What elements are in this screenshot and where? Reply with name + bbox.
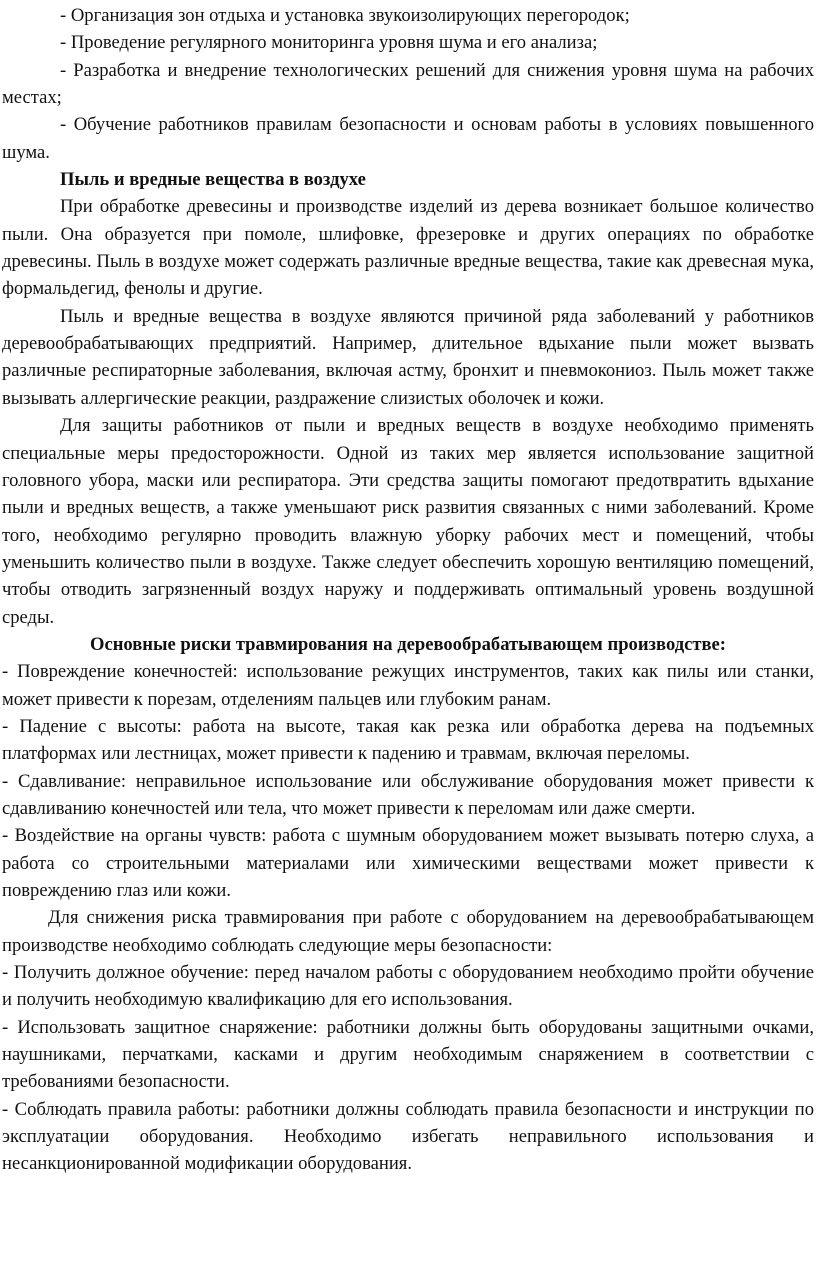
document-page bbox=[0, 2, 816, 1178]
noise-measure-item: - Разработка и внедрение технологических решений для снижения уровня шума на рабочих местах; bbox=[2, 59, 814, 109]
dust-paragraph: Для защиты работников от пыли и вредных веществ в воздухе необходимо применять специальные меры предосторожности. Одной из таких мер является использование защитной головного убора, маски или респиратора. Эти средства защиты помогают предотвратить вдыхание пыли и вредных веществ, а также уменьшают риск развития связанных с ними заболеваний. Кроме того, необходимо регулярно проводить влажную уборку рабочих мест и помещений, чтобы уменьшить количество пыли в воздухе. Также следует обеспечить хорошую вентиляцию помещений, чтобы отводить загрязненный воздух наружу и поддерживать оптимальный уровень воздушной среды. bbox=[2, 415, 814, 628]
dust-paragraph: При обработке древесины и производстве изделий из дерева возникает большое количество пыли. Она образуется при помоле, шлифовке, фрезеровке и других операциях по обработке древесины. Пыль в воздухе может содержать различные вредные вещества, такие как древесная мука, формальдегид, фенолы и другие. bbox=[2, 196, 814, 300]
safety-measure-item: - Использовать защитное снаряжение: работники должны быть оборудованы защитными очками, наушниками, перчатками, касками и другим необходимым снаряжением в соответствии с требованиями безопасности. bbox=[2, 1016, 814, 1093]
noise-measure-item: - Организация зон отдыха и установка звукоизолирующих перегородок; bbox=[60, 5, 630, 26]
noise-measure-item: - Проведение регулярного мониторинга уровня шума и его анализа; bbox=[60, 32, 598, 54]
dust-section-heading: Пыль и вредные вещества в воздухе bbox=[60, 169, 366, 191]
risks-section-heading: Основные риски травмирования на деревообрабатывающем производстве: bbox=[90, 633, 726, 655]
safety-measure-item: - Соблюдать правила работы: работники должны соблюдать правила безопасности и инструкции по эксплуатации оборудования. Необходимо избегать неправильного использования и несанкционированной модификации оборудования. bbox=[2, 1098, 814, 1175]
noise-measure-item: - Обучение работников правилам безопасности и основам работы в условиях повышенного шума. bbox=[2, 114, 814, 163]
safety-measure-item: - Получить должное обучение: перед началом работы с оборудованием необходимо пройти обучение и получить необходимую квалификацию для его использования. bbox=[2, 962, 814, 1011]
risk-item: - Воздействие на органы чувств: работа с шумным оборудованием может вызывать потерю слуха, а работа со строительными материалами или химическими веществами может привести к повреждению глаз или кожи. bbox=[2, 825, 814, 901]
risk-item: - Сдавливание: неправильное использование или обслуживание оборудования может привести к сдавливанию конечностей или тела, что может привести к переломам или даже смерти. bbox=[2, 770, 814, 819]
risk-item: - Повреждение конечностей: использование режущих инструментов, таких как пилы или станки, может привести к порезам, отделениям пальцев или глубоким ранам. bbox=[2, 661, 814, 710]
safety-measures-intro: Для снижения риска травмирования при работе с оборудованием на деревообрабатывающем производстве необходимо соблюдать следующие меры безопасности: bbox=[2, 907, 814, 956]
risk-item: - Падение с высоты: работа на высоте, такая как резка или обработка дерева на подъемных платформах или лестницах, может привести к падению и травмам, включая переломы. bbox=[2, 715, 814, 765]
dust-paragraph: Пыль и вредные вещества в воздухе являются причиной ряда заболеваний у работников деревообрабатывающих предприятий. Например, длительное вдыхание пыли может вызвать различные респираторные заболевания, включая астму, бронхит и пневмокониоз. Пыль может также вызывать аллергические реакции, раздражение слизистых оболочек и кожи. bbox=[2, 305, 814, 409]
